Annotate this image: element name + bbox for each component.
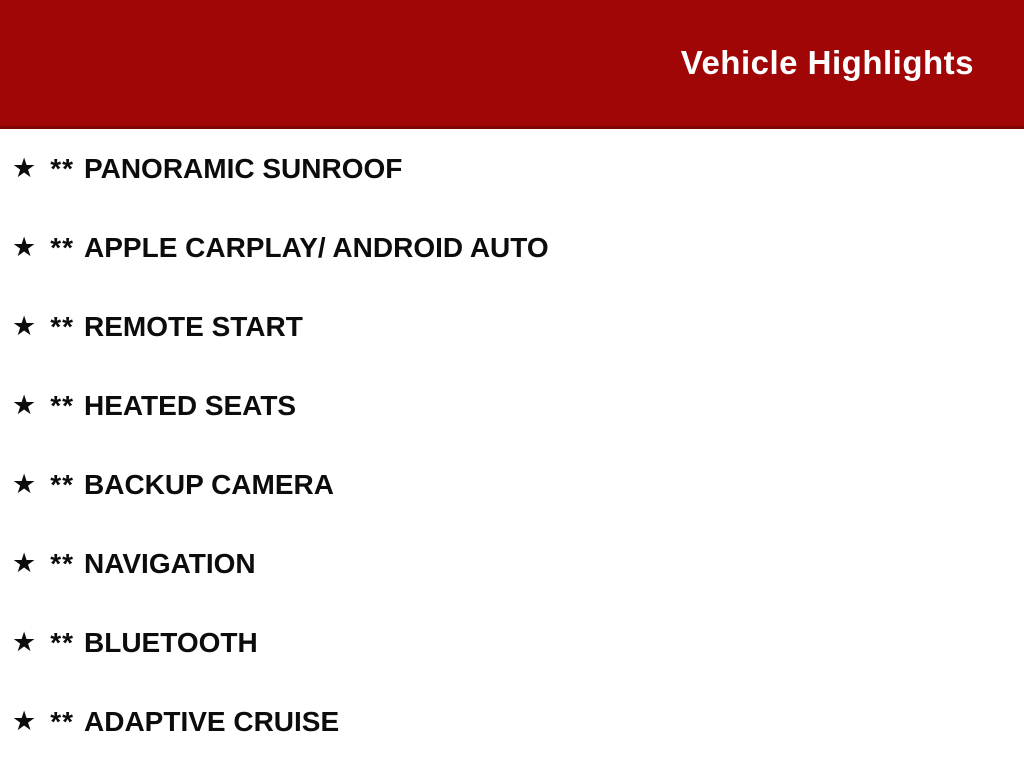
header-banner (0, 0, 1024, 129)
list-item (12, 603, 1024, 682)
star-icon: ★ (12, 469, 37, 499)
list-item (12, 129, 1024, 208)
item-label: NAVIGATION (84, 547, 256, 579)
star-icon: ★ (12, 706, 37, 736)
page-title: Vehicle Highlights (680, 44, 974, 81)
list-item (12, 524, 1024, 603)
highlights-list (0, 129, 1024, 761)
item-label: BLUETOOTH (84, 626, 258, 658)
item-prefix: ** (50, 468, 75, 500)
item-prefix: ** (50, 547, 75, 579)
item-prefix: ** (50, 310, 75, 342)
star-icon: ★ (12, 627, 37, 657)
item-label: BACKUP CAMERA (84, 468, 334, 500)
star-icon: ★ (12, 311, 37, 341)
item-prefix: ** (50, 152, 75, 184)
item-prefix: ** (50, 231, 75, 263)
star-icon: ★ (12, 153, 37, 183)
list-item (12, 287, 1024, 366)
item-label: HEATED SEATS (84, 389, 297, 421)
list-item (12, 208, 1024, 287)
item-prefix: ** (50, 626, 75, 658)
list-item (12, 366, 1024, 445)
star-icon: ★ (12, 232, 37, 262)
star-icon: ★ (12, 390, 37, 420)
item-label: PANORAMIC SUNROOF (84, 152, 403, 184)
list-item (12, 682, 1024, 761)
item-label: APPLE CARPLAY/ ANDROID AUTO (84, 231, 549, 263)
item-label: REMOTE START (84, 310, 303, 342)
star-icon: ★ (12, 548, 37, 578)
item-prefix: ** (50, 705, 75, 737)
item-prefix: ** (50, 389, 75, 421)
list-item (12, 445, 1024, 524)
item-label: ADAPTIVE CRUISE (84, 705, 340, 737)
